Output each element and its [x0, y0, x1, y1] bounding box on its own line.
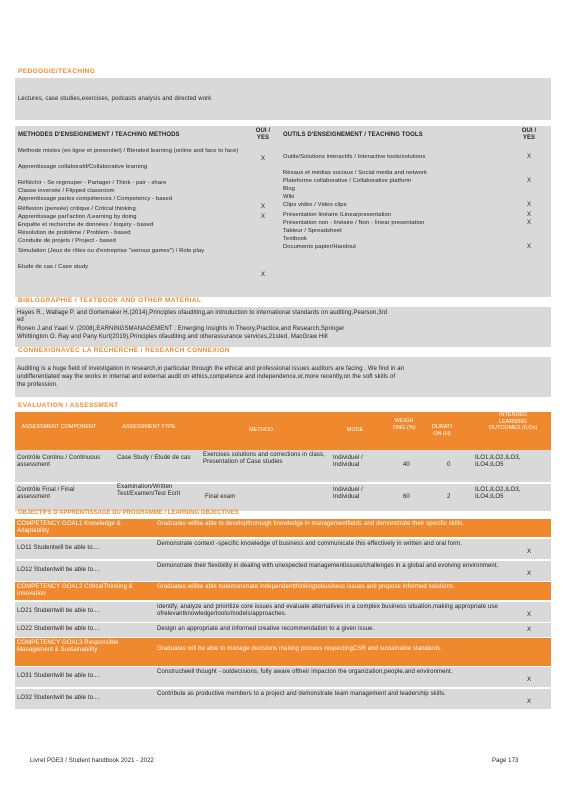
eval-method: Exercises solutions and corrections in class, Presentation of Case studies	[203, 452, 325, 465]
methods-header: METHODES D'ENSEIGNEMENT / TEACHING METHODS	[18, 132, 180, 138]
tool-item: Résaux et médias sociaux / Social media and network	[283, 170, 427, 176]
tool-mark: X	[527, 212, 532, 218]
method-item: Classe inversée / Flipped classroom	[18, 188, 115, 194]
col-type-header: ASSESSMENT TYPE	[122, 424, 176, 430]
evaluation-section-title: EVALUATION / ASSESSMENT	[18, 402, 119, 409]
biblio-line: Whittington O. Ray and Pany Kurt(2019),Principles ofauditing and otherassurance services,21sted, MacGraw Hill	[17, 334, 328, 340]
lo-row	[15, 602, 551, 622]
lo-mark: X	[527, 612, 532, 618]
goal-title: COMPETENCY GOAL2 CriticalThinking & Innovation	[17, 584, 133, 597]
evaluation-header-row	[15, 412, 551, 450]
col-outcomes-header: INTENDED LEARNING OUTCOMES (ILOs)	[488, 412, 538, 431]
research-section-title: CONNEXIONAVEC LA RECHERCHE / RESEARCH CONNEXION	[18, 347, 231, 354]
method-mark: X	[261, 214, 266, 220]
tool-item: Présentation non - linéaire / Non - linear presentation	[283, 220, 425, 226]
method-item: Résolution de problème / Problem - based	[18, 230, 131, 236]
eval-method: Final exam	[205, 494, 236, 500]
col-mode-header: MODE	[346, 427, 364, 433]
goal-description: Graduates willbe able todemonstrate independentthinkingtobusiness issues and propose informed solutions.	[157, 584, 455, 590]
biblio-line: Hayes R., Wallage P. and Gortemaker H.(2014),Principles ofauditing,an introduction to international standards on auditing,Pearson,3rd	[17, 310, 388, 316]
tool-mark: X	[527, 220, 532, 226]
goal-title: COMPETENCY GOAL3 Responsible Management & Sustainability	[17, 640, 119, 653]
tool-mark: X	[527, 202, 532, 208]
lo-description: Design an appropriate and informed creative recommendation to a given issue.	[157, 626, 375, 632]
tool-mark: X	[527, 178, 532, 184]
competency-goal-3	[15, 638, 551, 666]
tool-item: Textbook	[283, 236, 308, 242]
biblio-line: Ronen J.and Yaari V. (2008),EARNINGSMANAGEMENT : Emerging Insights in Theory,Practice,and Research,Springer	[17, 326, 345, 332]
tools-header: OUTILS D'ENSEIGNEMENT / TEACHING TOOLS	[283, 132, 423, 138]
method-item: Simulation (Jeux de rôles ou d'entreprise "serious games") / Role play	[18, 248, 205, 254]
method-item: Enquête et recherche de données / Inquiry - based	[18, 222, 154, 228]
goal-description: Graduates will be able to manage decisions making process respectingCSR and sustainable standards.	[157, 646, 442, 652]
method-item: Conduite de projets / Project - based	[18, 238, 116, 244]
method-item: Apprentissage collaboratif/Collaborative learning	[18, 164, 148, 170]
lo-row	[15, 689, 551, 709]
objectives-section-title: OBJECTIFS D'APPRENTISSAGE DU PROGRAMME / LEARNING OBJECTIVES	[18, 510, 239, 516]
eval-component: Contrôle Continu / Continuous assessment	[17, 455, 101, 468]
lo-mark: X	[527, 677, 532, 683]
lo-code: LO22 Studentwill be able to....	[17, 626, 101, 632]
lo-description: Identify, analyze and prioritize core issues and evaluate alternatives in a complex business situation,making appropriate use ofrelevantknowledge/tools/models/approaches.	[157, 604, 498, 617]
tool-item: Blog	[283, 186, 296, 192]
tool-item: Tableur / Spreadsheet	[283, 228, 342, 234]
eval-component: Contrôle Final / Final assessment	[17, 487, 75, 500]
method-item: Methode mixtes (en ligne et presentiel) / Blended learning (online and face to face)	[18, 148, 239, 154]
method-mark: X	[261, 156, 266, 162]
lo-row	[15, 539, 551, 559]
lo-mark: X	[527, 699, 532, 705]
lo-row	[15, 667, 551, 687]
biblio-line: ed	[17, 317, 24, 323]
tool-mark: X	[527, 154, 532, 160]
method-item: Apprentissage paries compétences / Competency - based	[18, 196, 173, 202]
footer-page-number: Page 173	[492, 758, 519, 764]
eval-type: Case Study / Etude de cas	[117, 455, 191, 461]
method-mark: X	[261, 272, 266, 278]
method-item: Apprentissage parl'action /Learning by doing	[18, 214, 137, 220]
eval-mode: Individuel / Individual	[333, 455, 363, 468]
tool-item: Plateforme collaborative / Collaborative platform	[283, 178, 412, 184]
lo-mark: X	[527, 627, 532, 633]
footer-handbook: Livret PGE3 / Student handbook 2021 - 2022	[30, 758, 154, 764]
eval-outcomes: ILO1,ILO2,ILO3, ILO4,ILO5	[475, 487, 521, 500]
bibliography-section-title: BIBLOGRAPHIE / TEXTBOOK AND OTHER MATERIAL	[18, 297, 202, 304]
lo-mark: X	[527, 571, 532, 577]
lo-description: Demonstrate their flexibility in dealing with unexpected managementissues/challenges in a global and evolving environment.	[157, 563, 499, 569]
lo-description: Demonstrate context -specific knowledge of business and communicate this effectively in written and oral form.	[157, 541, 463, 547]
col-duration-header: DURATI ON (H)	[431, 424, 453, 437]
tool-item: Présentation linéaire /Linearpresentation	[283, 212, 392, 218]
tool-item: Wiki	[283, 194, 295, 200]
lo-code: LO31 Studentwill be able to....	[17, 673, 101, 679]
methods-tools-table	[15, 126, 551, 297]
lo-description: Constructwell thought - outdecisions, fully aware oftheir impacton the organization,people,and environment.	[157, 669, 453, 675]
pedagogy-section-title: PEDGOGIE/TEACHING	[18, 68, 96, 75]
competency-goal-1	[15, 519, 551, 537]
pedagogy-box	[15, 78, 551, 120]
method-item: Réfléchir - Se regrouper - Partager / Think - pair - share	[18, 180, 167, 186]
eval-weighting: 60	[403, 494, 410, 500]
tool-item: Outils/Solutions interactifs / Interactive tools/solutions	[283, 154, 426, 160]
col-weighting-header: WEIGH TING (%)	[392, 418, 416, 431]
tool-mark: X	[527, 244, 532, 250]
research-line: Auditing is a huge field of investigation in research,in particular through the ethical and professional issues auditors are facing . We find in an	[17, 366, 405, 372]
method-mark: X	[261, 204, 266, 210]
lo-row	[15, 623, 551, 637]
lo-mark: X	[527, 549, 532, 555]
tool-item: Documents papier/Handout	[283, 244, 356, 250]
eval-mode: Individuel / Individual	[333, 487, 363, 500]
method-item: Etude de cas / Case study	[18, 264, 89, 270]
lo-code: LO12 Studentwill be able to....	[17, 567, 101, 573]
eval-outcomes: ILO1,ILO2,ILO3, ILO4,ILO5	[475, 455, 521, 468]
evaluation-row-1	[15, 450, 551, 482]
eval-duration: 2	[447, 494, 451, 500]
lo-code: LO21 Studentwill be able to....	[17, 608, 101, 614]
eval-type: Examination/Written Test/Examen/Test Ecrit	[117, 484, 181, 497]
goal-title: COMPETENCY GOAL1 Knowledge & Adaptability	[17, 521, 121, 534]
eval-duration: 0	[447, 462, 451, 468]
research-box	[15, 357, 551, 397]
lo-code: LO11 Studentwill be able to....	[17, 545, 100, 551]
lo-row	[15, 561, 551, 581]
eval-weighting: 40	[403, 462, 410, 468]
evaluation-row-2	[15, 484, 551, 511]
research-line: the profession.	[17, 382, 58, 388]
col-component-header: ASSESSMENT COMPONENT	[21, 424, 97, 430]
tool-item: Clips vidéo / Video clips	[283, 202, 347, 208]
goal-description: Graduates willbe able to developthorough knowledge in managementfields and demonstrate their specific skills.	[157, 521, 465, 527]
research-line: undifferentiated way the works in internal and external audit on ethics,competence and independence,or,more recently,on the soft skills of	[17, 374, 396, 380]
competency-goal-2	[15, 582, 551, 600]
lo-code: LO32 Studentwill be able to....	[17, 695, 101, 701]
col-method-header: METHOD	[249, 427, 273, 433]
pedagogy-text: Lectures, case studies,exercises, podcasts analysis and directed work	[18, 96, 212, 102]
bibliography-box	[15, 307, 551, 347]
methods-yes-header: OUI / YES	[255, 128, 271, 141]
method-item: Réflexion (pensée) critique / Critical thinking	[18, 206, 136, 212]
lo-description: Contribute as productive members to a project and demonstrate team management and leadership skills.	[157, 691, 446, 697]
tools-yes-header: OUI / YES	[521, 128, 537, 141]
